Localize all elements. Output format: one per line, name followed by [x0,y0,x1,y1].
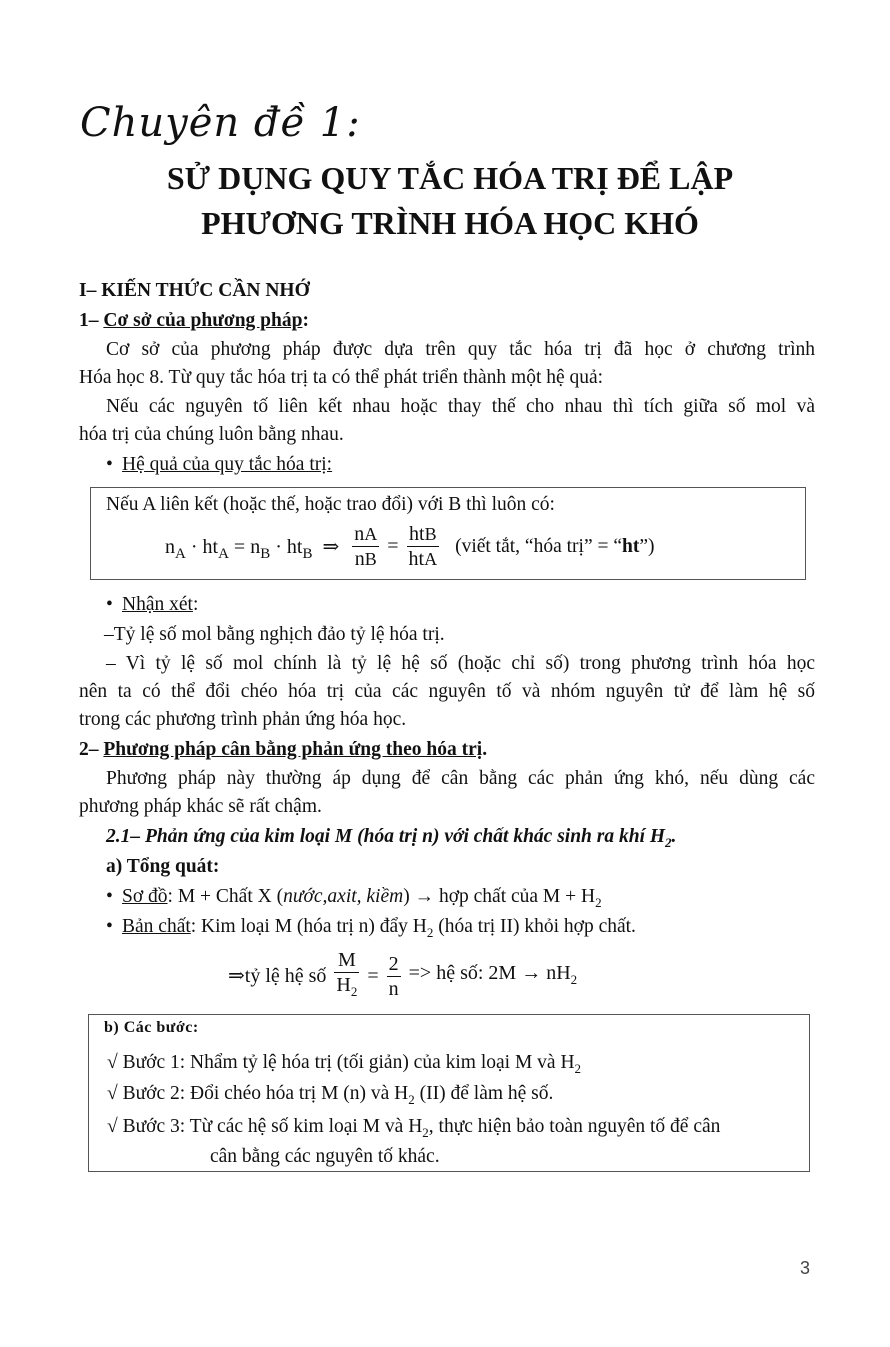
formula-note [455,536,654,557]
remark-2-text-1: – Vì tỷ lệ số mol chính là tỷ lệ hệ số (hoặc chỉ số) trong phương trình hóa học [106,653,815,674]
sub-a: A [175,546,186,562]
remark-2-line-2: nên ta có thể đổi chéo hóa trị của các nguyên tố và nhóm nguyên tử để làm hệ số [79,681,815,702]
step-3-text-a: √ Bước 3: Từ các hệ số kim loại M và H [107,1116,423,1137]
h2-subscript: 2 [595,894,602,910]
sub-b: B [302,546,313,562]
main-title-line2: PHƯƠNG TRÌNH HÓA HỌC KHÓ [201,205,699,241]
formula-left [165,534,344,562]
sub-b: B [364,549,377,569]
step-3-line-2: cân bằng các nguyên tố khác. [210,1146,440,1167]
ht-symbol: ht [409,523,425,545]
ht-symbol: ht [408,548,425,570]
n-symbol: n [250,536,261,558]
ratio-post-text: => hệ số: 2M → nH [408,961,571,984]
subsection-1-colon: : [302,310,309,331]
page-number: 3 [800,1258,811,1278]
nature-label: Bản chất [122,916,191,937]
scheme-text-1: : M + Chất X ( [167,886,284,907]
ratio-num-2: 2 [388,952,399,975]
nature-text-2: (hóa trị II) khỏi hợp chất. [433,916,636,937]
step-2-text-a: √ Bước 2: Đổi chéo hóa trị M (n) và H [107,1083,409,1104]
n-symbol: n [354,548,365,570]
bullet-dot-icon: • [106,886,113,907]
paragraph-2-line-1 [79,393,815,421]
subsection-2-title: Phương pháp cân bằng phản ứng theo hóa trị [103,739,483,760]
remark-1: –Tỷ lệ số mol bằng nghịch đảo tỷ lệ hóa trị. [104,624,445,645]
n-symbol: n [165,536,175,558]
corollary-formula [165,522,655,571]
step-2-text-b: (II) để làm hệ số. [414,1083,554,1104]
topic-label: Chuyên đề 1: [80,100,361,146]
h2-subscript: 2 [574,1060,582,1076]
subsection-1-heading [79,307,815,335]
subsection-2-1-text: 2.1– Phản ứng của kim loại M (hóa trị n) với chất khác sinh ra khí H [106,826,666,847]
note-bold: ht [622,535,640,557]
scheme-text-2: ) → hợp chất của M + H [403,886,596,907]
main-title-line1: SỬ DỤNG QUY TẮC HÓA TRỊ ĐỂ LẬP [166,160,734,196]
sub-a: A [218,546,229,562]
equals-op: = [387,535,399,557]
step-1-text: √ Bước 1: Nhẩm tỷ lệ hóa trị (tối giản) của kim loại M và H [107,1052,575,1073]
dot-op: · [190,536,198,558]
remark-2-line-3: trong các phương trình phản ứng hóa học. [79,709,407,730]
steps-box [88,1014,810,1172]
step-1 [107,1052,581,1077]
sub-b: B [424,524,437,544]
h2-subscript: 2 [408,1091,415,1107]
bullet-remark [106,591,842,619]
paragraph-3-line-1 [79,765,815,793]
scheme-italic: nước,axit, kiềm [283,886,404,907]
subsection-1-number: 1– [79,310,104,331]
equals-op: = [367,965,379,987]
paragraph-2-text-1: Nếu các nguyên tố liên kết nhau hoặc thay thế cho nhau thì tích giữa số mol và [106,396,815,417]
bullet-dot-icon: • [106,594,113,615]
subsection-2-1-heading [106,823,842,857]
ratio-den-1 [334,973,359,1004]
step-3-text-b: , thực hiện bảo toàn nguyên tố để cân [428,1116,721,1137]
subsection-2-1-end: . [671,826,677,847]
step-3 [107,1116,720,1141]
subsection-1-title: Cơ sở của phương pháp [103,310,303,331]
remark-label: Nhận xét [122,594,193,615]
paragraph-2-line-2: hóa trị của chúng luôn bằng nhau. [79,424,344,445]
sub-a: A [424,549,438,569]
fraction-2-n [387,952,401,1001]
ratio-formula [228,948,890,1004]
note-end: ”) [639,535,655,557]
corollary-label: Hệ quả của quy tắc hóa trị: [122,454,333,475]
bullet-corollary [106,451,842,479]
corollary-statement: Nếu A liên kết (hoặc thế, hoặc trao đổi) với B thì luôn có: [106,494,555,515]
ht-symbol: ht [286,536,303,558]
subsection-2-heading [79,736,815,764]
fraction-ht [407,522,440,571]
subsection-2-number: 2– [79,739,104,760]
ratio-num-1: M [334,948,359,973]
step-2 [107,1083,553,1108]
n-symbol: n [354,523,365,545]
equals-op: = [233,536,246,558]
sub-a: A [364,524,378,544]
bullet-dot-icon: • [106,454,113,475]
paragraph-1-text-1: Cơ sở của phương pháp được dựa trên quy tắc hóa trị đã học ở chương trình [106,339,815,360]
scheme-label: Sơ đồ [122,886,168,907]
paragraph-1-line-1 [79,336,815,364]
ht-symbol: ht [202,536,219,558]
h2-subscript: 2 [665,834,672,850]
dot-op: · [275,536,282,558]
bullet-scheme [106,883,842,917]
remark-2-line-1 [79,650,815,678]
paragraph-3-text-1: Phương pháp này thường áp dụng để cân bằng các phản ứng khó, nếu dùng các [106,768,815,789]
paragraph-1-line-2: Hóa học 8. Từ quy tắc hóa trị ta có thể phát triển thành một hệ quả: [79,367,604,388]
bullet-nature [106,913,842,947]
paragraph-3-line-2: phương pháp khác sẽ rất chậm. [79,796,322,817]
remark-colon: : [192,594,199,615]
nature-text-1: : Kim loại M (hóa trị n) đẩy H [190,916,427,937]
fraction-m-h2 [334,948,359,1004]
h2-subscript: 2 [350,984,358,999]
note-text: (viết tắt, “hóa trị” = “ [455,535,622,557]
h-symbol: H [336,974,351,996]
section-heading: I– KIẾN THỨC CẦN NHỚ [79,280,310,301]
ratio-suffix [408,961,578,987]
ratio-prefix: ⇒tỷ lệ hệ số [228,965,327,987]
h2-subscript: 2 [426,924,434,940]
fraction-n [352,522,379,571]
corollary-box [90,487,806,580]
bullet-dot-icon: • [106,916,113,937]
implies-icon: ⇒ [322,536,340,558]
subsection-2-end: . [482,739,488,760]
h2-subscript: 2 [422,1124,429,1140]
steps-heading: b) Các bước: [104,1019,199,1036]
general-heading: a) Tổng quát: [106,856,220,877]
h2-subscript: 2 [570,971,578,987]
sub-b: B [260,546,271,562]
ratio-den-2: n [388,977,399,1000]
